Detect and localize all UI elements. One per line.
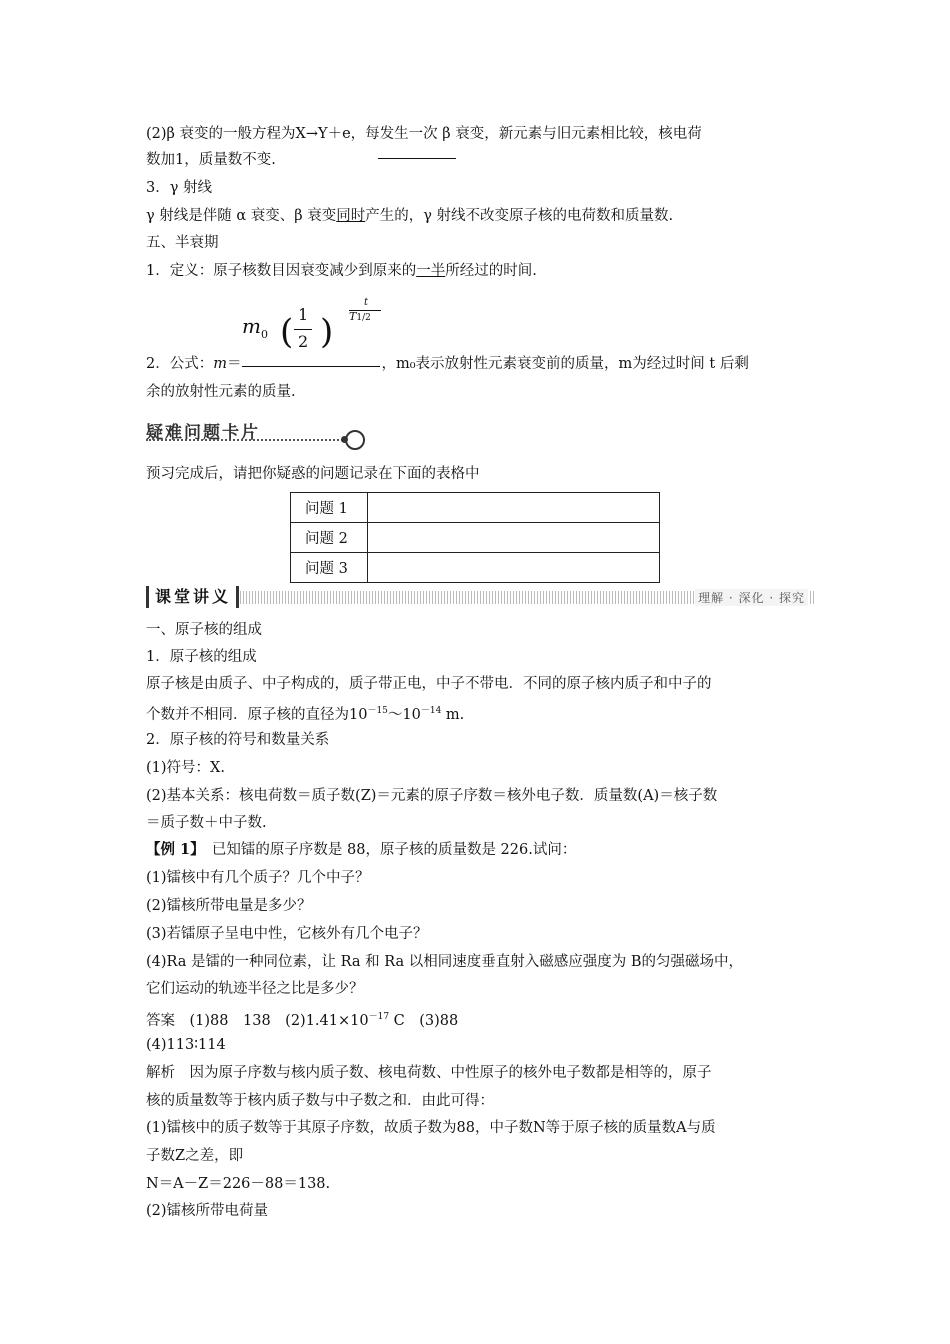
heading-1-2: 2．原子核的符号和数量关系 xyxy=(146,732,330,748)
question-label: 问题 2 xyxy=(291,523,368,553)
p2-pre: 个数并不相同．原子核的直径为10 xyxy=(146,707,368,723)
symbol-line: (1)符号：X. xyxy=(146,760,225,776)
section-subtitle: 理解 · 深化 · 探究 xyxy=(695,589,808,606)
question-cell[interactable] xyxy=(368,523,660,553)
def-pre: 1．定义：原子核数目因衰变减少到原来的 xyxy=(146,263,417,279)
formula-pre: 2．公式： xyxy=(146,356,214,372)
formula-m: m xyxy=(213,356,227,372)
question-cell[interactable] xyxy=(368,493,660,523)
gamma-pre: γ 射线是伴随 α 衰变、β 衰变 xyxy=(146,208,337,224)
answer-1 xyxy=(146,1007,458,1031)
example-text: 已知镭的原子序数是 88，原子核的质量数是 226.试问： xyxy=(197,842,577,858)
line-beta-eq-1: (2)β 衰变的一般方程为X→Y＋e，每发生一次 β 衰变，新元素与旧元素相比较，核电荷 xyxy=(146,126,702,142)
question-3: (3)若镭原子呈电中性，它核外有几个电子？ xyxy=(146,926,428,942)
p2-mid: ～10 xyxy=(387,707,421,723)
half-life-title: 五、半衰期 xyxy=(146,235,219,251)
fill-blank-line xyxy=(378,158,456,159)
formula-rparen: ) xyxy=(320,312,334,352)
example-label: 【例 1】 xyxy=(146,841,198,858)
analysis-3: (1)镭核中的质子数等于其原子序数，故质子数为88，中子数N等于原子核的质量数A与质 xyxy=(146,1120,716,1136)
table-row xyxy=(291,523,660,553)
formula-m0: $m_0$ xyxy=(242,314,268,341)
card-dots xyxy=(146,439,346,441)
p2-exp-1: －15 xyxy=(367,706,388,716)
analysis-2: 核的质量数等于核内质子数与中子数之和．由此可得： xyxy=(146,1093,494,1109)
example-line xyxy=(146,840,576,860)
formula-lparen: ( xyxy=(280,312,294,352)
gamma-title: 3．γ 射线 xyxy=(146,180,213,196)
section-title: 课堂讲义 xyxy=(146,586,235,608)
def-post: 所经过的时间. xyxy=(445,263,537,279)
preview-text: 预习完成后，请把你疑惑的问题记录在下面的表格中 xyxy=(146,466,480,482)
p2-post: m. xyxy=(441,707,465,723)
gamma-text xyxy=(146,206,673,226)
table-row xyxy=(291,553,660,583)
question-label: 问题 3 xyxy=(291,553,368,583)
question-2: (2)镭核所带电量是多少？ xyxy=(146,898,312,914)
question-table xyxy=(290,492,660,583)
gamma-underline: 同时 xyxy=(336,208,366,224)
heading-1-1: 1．原子核的组成 xyxy=(146,649,257,665)
formula-exp-T: T1/2 xyxy=(349,310,371,323)
analysis-6: (2)镭核所带电荷量 xyxy=(146,1203,269,1219)
def-underline: 一半 xyxy=(416,263,446,279)
gamma-post: 产生的，γ 射线不改变原子核的电荷数和质量数. xyxy=(365,208,674,224)
question-cell[interactable] xyxy=(368,553,660,583)
card-circle-icon xyxy=(345,430,365,450)
question-1: (1)镭核中有几个质子？几个中子？ xyxy=(146,870,370,886)
answer-2: (4)113∶114 xyxy=(146,1037,226,1053)
question-4a: (4)Ra 是镭的一种同位素，让 Ra 和 Ra 以相同速度垂直射入磁感应强度为 B的匀强磁场中， xyxy=(146,954,744,970)
p2-exp-2: －14 xyxy=(420,706,442,716)
formula-exp-t: t xyxy=(364,297,369,308)
answer-exp: －17 xyxy=(368,1012,390,1022)
answer-pre: 答案 (1)88 138 (2)1.41×10 xyxy=(146,1013,369,1029)
question-label: 问题 1 xyxy=(291,493,368,523)
formula-half-bar xyxy=(294,329,312,330)
analysis-1: 解析 因为原子序数与核内质子数、核电荷数、中性原子的核外电子数都是相等的，原子 xyxy=(146,1065,712,1081)
definition xyxy=(146,261,537,281)
formula-line-2: 余的放射性元素的质量. xyxy=(146,384,296,400)
analysis-5: N＝A－Z＝226－88＝138. xyxy=(146,1176,331,1192)
table-row xyxy=(291,493,660,523)
line-beta-eq-2: 数加1，质量数不变. xyxy=(146,152,276,168)
analysis-4: 子数Z之差，即 xyxy=(146,1148,244,1164)
formula-one: 1 xyxy=(298,305,309,324)
card-title: 疑难问题卡片 xyxy=(146,423,260,443)
relation-1: (2)基本关系：核电荷数＝质子数(Z)＝元素的原子序数＝核外电子数．质量数(A)＝核子数 xyxy=(146,788,718,804)
formula-post: ，m₀表示放射性元素衰变前的质量，m为经过时间 t 后剩 xyxy=(381,356,749,372)
para-1: 原子核是由质子、中子构成的，质子带正电，中子不带电．不同的原子核内质子和中子的 xyxy=(146,676,712,692)
relation-2: ＝质子数＋中子数. xyxy=(146,815,267,831)
para-2 xyxy=(146,701,464,725)
question-4b: 它们运动的轨迹半径之比是多少？ xyxy=(146,981,364,997)
card-dot-icon xyxy=(341,436,348,443)
formula-two: 2 xyxy=(298,332,309,351)
section-bar xyxy=(146,586,816,608)
formula-eq: ＝ xyxy=(226,356,242,372)
heading-1: 一、原子核的组成 xyxy=(146,622,262,638)
answer-post: C (3)88 xyxy=(389,1013,459,1029)
formula-line xyxy=(146,354,749,374)
